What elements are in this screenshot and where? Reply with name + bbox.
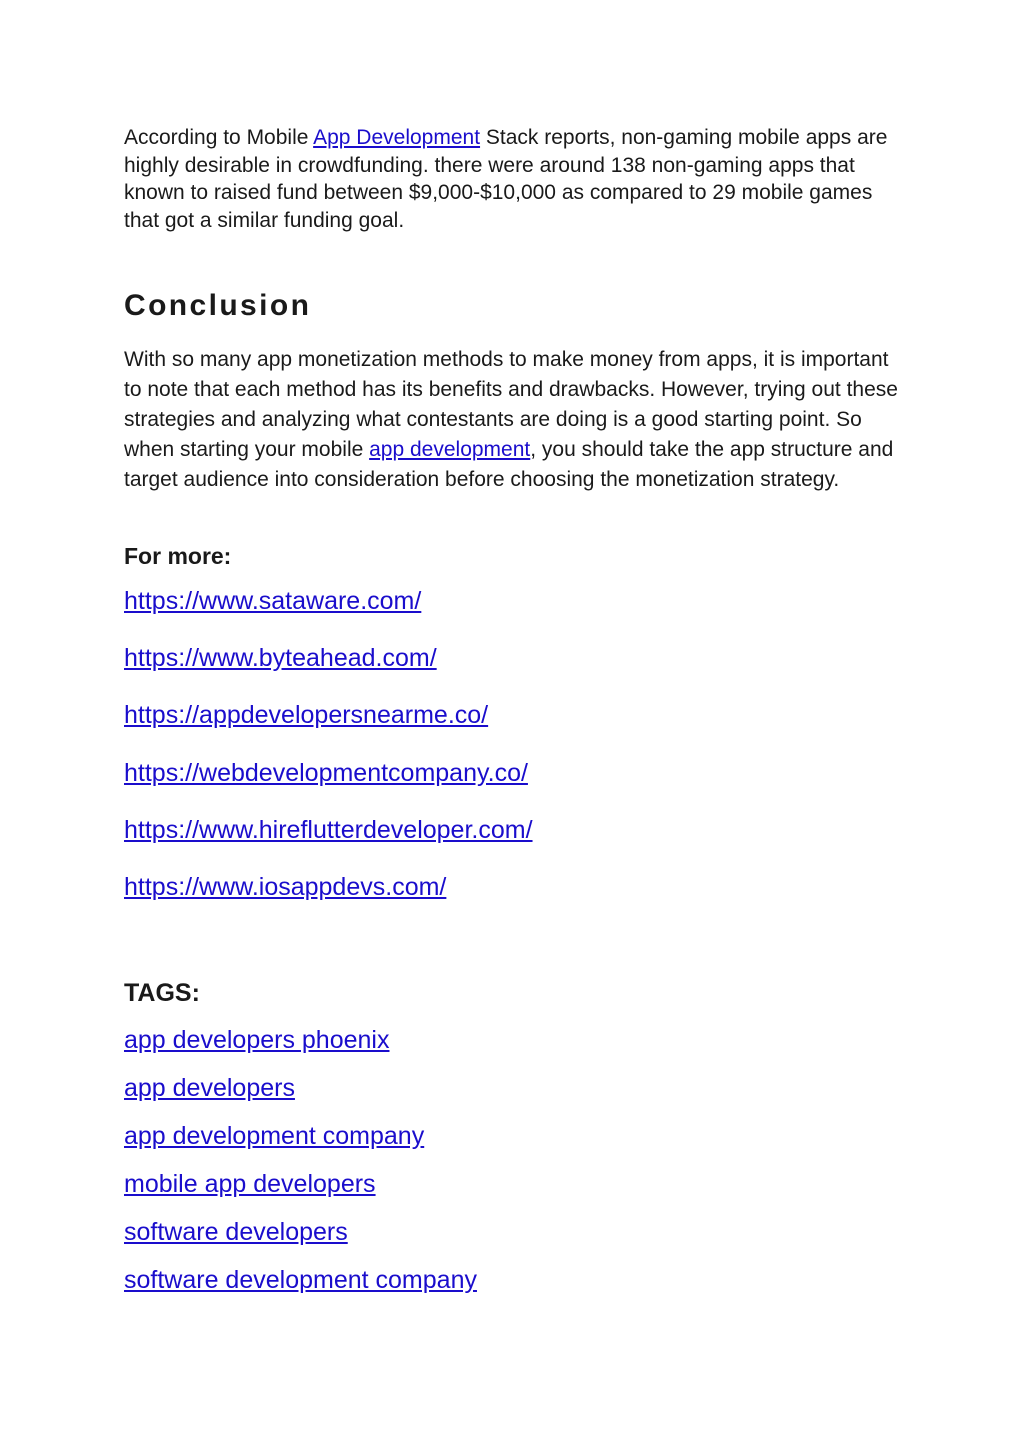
list-item <box>124 1022 477 1070</box>
list-item <box>124 755 533 812</box>
list-item <box>124 583 533 640</box>
tag-software-developers[interactable]: software developers <box>124 1218 348 1246</box>
list-item <box>124 1118 477 1166</box>
tag-app-developers-phoenix[interactable]: app developers phoenix <box>124 1026 390 1054</box>
list-item <box>124 1262 477 1310</box>
app-development-link[interactable]: App Development <box>313 126 481 149</box>
resource-links-list <box>124 583 533 926</box>
tag-mobile-app-developers[interactable]: mobile app developers <box>124 1170 376 1198</box>
tag-app-development-company[interactable]: app development company <box>124 1122 425 1150</box>
conclusion-paragraph <box>124 345 909 495</box>
list-item <box>124 812 533 869</box>
conclusion-text-before: With so many app monetization methods to make money from apps, it is important to note that each method has its benefits and drawbacks. However, trying out these strategies and analyzing what contestants are doing is a good starting point. So when starting your mobile <box>124 348 898 461</box>
tag-software-development-company[interactable]: software development company <box>124 1266 477 1294</box>
link-sataware[interactable]: https://www.sataware.com/ <box>124 587 422 615</box>
list-item <box>124 1166 477 1214</box>
link-iosappdevs[interactable]: https://www.iosappdevs.com/ <box>124 872 447 901</box>
intro-paragraph <box>124 124 904 234</box>
app-development-inline-link[interactable]: app development <box>369 438 531 461</box>
conclusion-text-after: , you should take the app structure and target audience into consideration before choosing the monetization strategy. <box>124 438 894 491</box>
link-byteahead[interactable]: https://www.byteahead.com/ <box>124 644 437 673</box>
for-more-heading: For more: <box>124 543 232 569</box>
tags-list <box>124 1022 477 1310</box>
intro-text-before: According to Mobile <box>124 126 314 149</box>
tags-heading: TAGS: <box>124 979 200 1007</box>
list-item <box>124 1214 477 1262</box>
list-item <box>124 640 533 697</box>
conclusion-heading: Conclusion <box>124 289 312 322</box>
list-item <box>124 1070 477 1118</box>
tag-app-developers[interactable]: app developers <box>124 1074 295 1102</box>
link-webdevelopmentcompany[interactable]: https://webdevelopmentcompany.co/ <box>124 758 528 787</box>
link-hireflutterdeveloper[interactable]: https://www.hireflutterdeveloper.com/ <box>124 815 533 844</box>
list-item <box>124 697 533 754</box>
list-item <box>124 869 533 926</box>
link-appdevelopersnearme[interactable]: https://appdevelopersnearme.co/ <box>124 701 489 730</box>
intro-text-after: Stack reports, non-gaming mobile apps are highly desirable in crowdfunding. there were around 138 non-gaming apps that known to raised fund between $9,000-$10,000 as compared to 29 mobile games that got a similar funding goal. <box>124 126 888 232</box>
